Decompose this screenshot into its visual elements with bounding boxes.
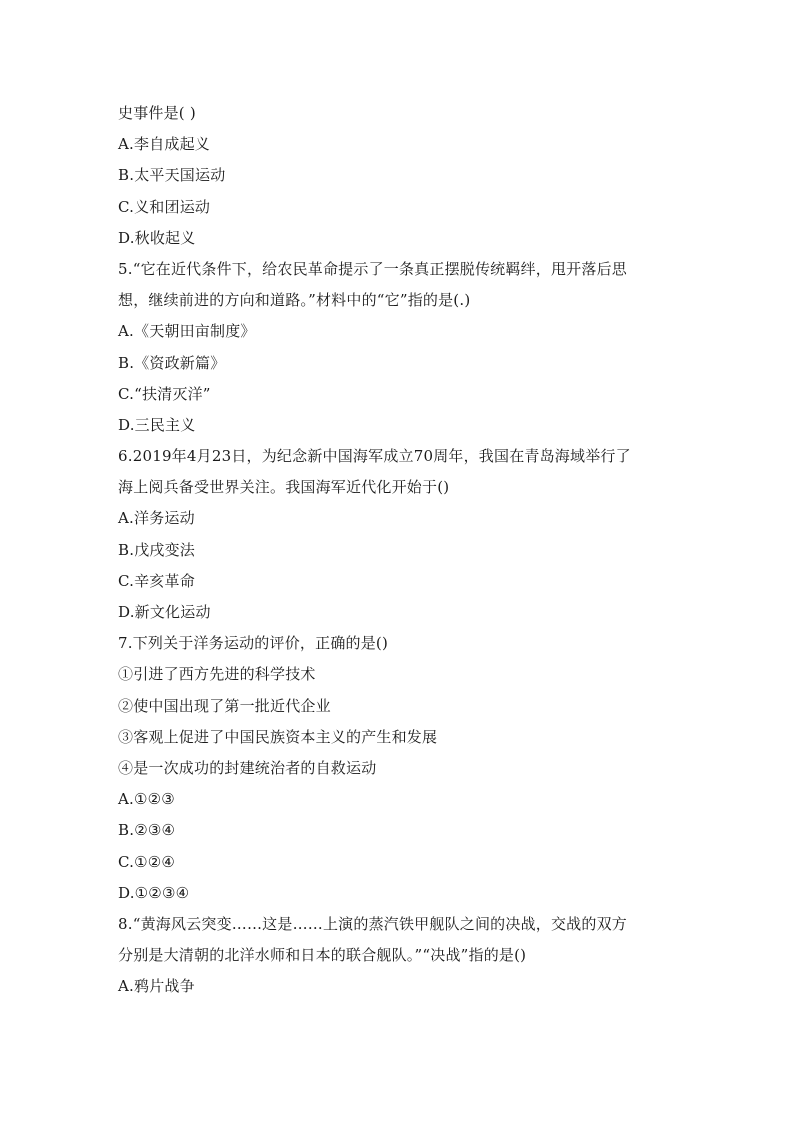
question-6-option-a: A.洋务运动 [118, 509, 195, 528]
question-7-statement-2: ②使中国出现了第一批近代企业 [118, 696, 331, 715]
question-4-stem-end: 史事件是( ) [118, 104, 196, 122]
question-7-statement-1: ①引进了西方先进的科学技术 [118, 665, 316, 684]
question-5-stem-line-1: 5.“它在近代条件下，给农民革命提示了一条真正摆脱传统羁绊，甩开落后思 [118, 259, 627, 278]
question-8-stem-line-1: 8.“黄海风云突变……这是……上演的蒸汽铁甲舰队之间的决战，交战的双方 [118, 914, 627, 933]
question-6-option-c: C.辛亥革命 [118, 571, 195, 590]
question-7-option-d: D.①②③④ [118, 883, 190, 902]
question-6-stem-line-2: 海上阅兵备受世界关注。我国海军近代化开始于() [118, 478, 450, 497]
question-5-option-a: A.《天朝田亩制度》 [118, 322, 256, 341]
question-4-option-c: C.义和团运动 [118, 197, 211, 216]
question-7-option-b: B.②③④ [118, 821, 176, 840]
document-body [118, 98, 678, 1002]
question-5-stem-line-2: 想，继续前进的方向和道路。”材料中的“它”指的是(.) [118, 291, 471, 310]
question-5-option-d: D.三民主义 [118, 415, 196, 434]
question-7-option-a: A.①②③ [118, 790, 175, 809]
question-6-option-d: D.新文化运动 [118, 603, 211, 621]
question-4-option-d: D.秋收起义 [118, 228, 196, 247]
question-8-stem-line-2: 分别是大清朝的北洋水师和日本的联合舰队。”“决战”指的是() [118, 946, 527, 965]
question-7-option-c: C.①②④ [118, 852, 176, 871]
question-7-statement-3: ③客观上促进了中国民族资本主义的产生和发展 [118, 727, 438, 746]
question-4-option-b: B.太平天国运动 [118, 166, 226, 185]
question-7-statement-4: ④是一次成功的封建统治者的自救运动 [118, 758, 377, 777]
question-5-option-b: B.《资政新篇》 [118, 353, 226, 372]
question-5-option-c: C.“扶清灭洋” [118, 384, 211, 403]
question-4-option-a: A.李自成起义 [118, 135, 211, 154]
question-6-stem-line-1: 6.2019年4月23日，为纪念新中国海军成立70周年，我国在青岛海域举行了 [118, 447, 631, 466]
question-8-option-a: A.鸦片战争 [118, 977, 195, 996]
question-6-option-b: B.戊戌变法 [118, 540, 195, 559]
question-7-stem: 7.下列关于洋务运动的评价，正确的是() [118, 634, 389, 653]
